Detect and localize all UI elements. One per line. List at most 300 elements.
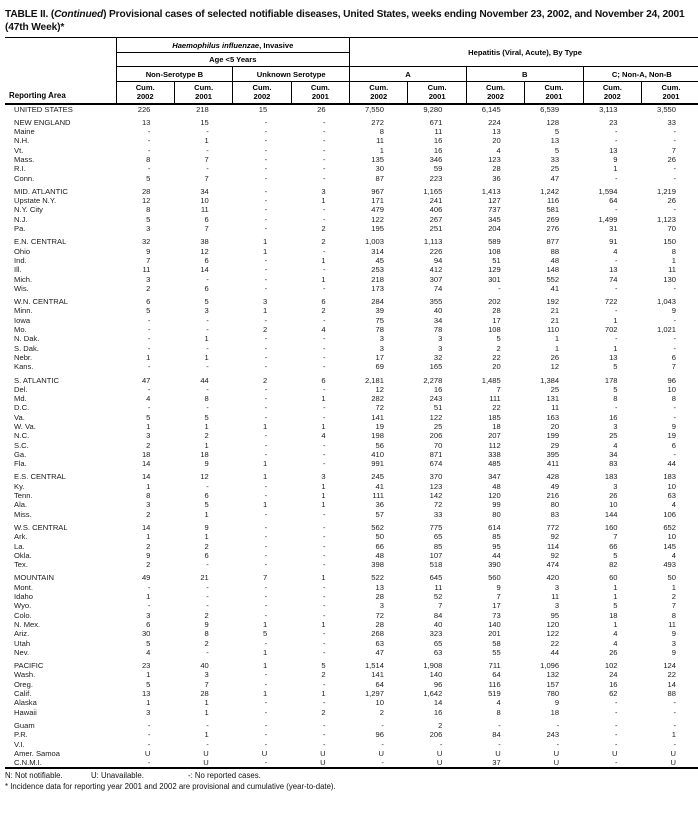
value-cell: 48	[550, 255, 560, 265]
value-cell: 15	[258, 104, 268, 114]
value-cell: 2	[321, 237, 326, 247]
value-cell: 122	[429, 412, 443, 422]
table-row	[5, 721, 698, 730]
value-cell: 198	[371, 431, 384, 441]
value-cell: 282	[371, 394, 384, 404]
value-cell: 8	[671, 246, 676, 256]
value-cell: -	[264, 582, 268, 592]
value-cell: 39	[375, 306, 384, 316]
value-cell: -	[264, 384, 268, 394]
value-cell: 7	[204, 173, 209, 183]
value-cell: 24	[609, 670, 618, 680]
value-cell: -	[264, 592, 268, 602]
value-cell: 5	[262, 629, 268, 639]
value-cell: 69	[375, 362, 384, 372]
value-cell: -	[264, 550, 268, 560]
value-cell: 4	[321, 325, 326, 335]
value-cell: 25	[433, 422, 443, 431]
value-cell: -	[264, 560, 268, 570]
value-cell: U	[378, 748, 384, 758]
value-cell: 1	[613, 592, 618, 602]
value-cell: 12	[141, 196, 151, 206]
table-row	[5, 265, 698, 274]
value-cell: -	[206, 739, 209, 749]
value-cell: 16	[433, 145, 443, 155]
value-cell: 58	[492, 638, 501, 648]
value-cell: 72	[375, 403, 384, 413]
value-cell: 16	[609, 679, 618, 689]
value-cell: -	[264, 449, 268, 459]
col-group-non-serotype-b: Non-Serotype B	[116, 67, 233, 82]
value-cell: -	[323, 739, 326, 749]
value-cell: 11	[668, 619, 676, 629]
value-cell: 2	[496, 343, 501, 353]
value-cell: 877	[546, 237, 560, 247]
value-cell: 1,594	[598, 186, 618, 196]
value-cell: 50	[667, 573, 676, 583]
value-cell: 26	[550, 352, 560, 362]
table-row	[5, 601, 698, 610]
value-cell: -	[264, 224, 268, 234]
value-cell: 3	[613, 481, 618, 491]
reporting-area-cell: D.C.	[14, 403, 30, 413]
value-cell: -	[147, 720, 151, 730]
reporting-area-cell: NEW ENGLAND	[14, 117, 71, 127]
value-cell: 411	[547, 459, 560, 469]
value-cell: -	[673, 173, 676, 183]
value-cell: 1	[204, 509, 209, 519]
value-cell: 6	[204, 283, 209, 293]
value-cell: 2	[204, 431, 209, 441]
value-cell: -	[206, 601, 209, 611]
value-cell: 2	[438, 720, 443, 730]
value-cell: 1,003	[364, 237, 384, 247]
value-cell: -	[323, 440, 326, 450]
value-cell: 130	[663, 274, 676, 284]
reporting-area-cell: Fla.	[14, 459, 27, 469]
value-cell: 83	[550, 509, 560, 519]
value-cell: -	[381, 720, 384, 730]
value-cell: -	[556, 720, 560, 730]
value-cell: 645	[429, 573, 443, 583]
table-row	[5, 297, 698, 306]
value-cell: 132	[546, 670, 560, 680]
reporting-area-cell: Mo.	[14, 325, 27, 335]
value-cell: -	[264, 145, 268, 155]
value-cell: 1	[321, 491, 326, 501]
value-cell: 338	[488, 449, 501, 459]
value-cell: 64	[375, 679, 384, 689]
value-cell: 2	[671, 592, 676, 602]
value-cell: -	[264, 739, 268, 749]
value-cell: -	[206, 315, 209, 325]
col-header-cum-2001: Cum. 2001	[525, 82, 583, 104]
value-cell: -	[264, 758, 268, 768]
table-row	[5, 196, 698, 205]
value-cell: -	[323, 384, 326, 394]
value-cell: 63	[433, 647, 443, 657]
value-cell: 17	[375, 352, 384, 362]
value-cell: -	[498, 283, 501, 293]
value-cell: 7	[438, 601, 443, 611]
value-cell: 5	[204, 412, 209, 422]
value-cell: -	[614, 255, 618, 265]
value-cell: 6	[671, 352, 676, 362]
table-row	[5, 551, 698, 560]
value-cell: 560	[488, 573, 501, 583]
table-row	[5, 708, 698, 717]
table-row	[5, 500, 698, 509]
value-cell: 21	[550, 306, 560, 316]
value-cell: 145	[663, 541, 676, 551]
reporting-area-cell: C.N.M.I.	[14, 758, 42, 768]
value-cell: 34	[609, 449, 618, 459]
value-cell: 518	[429, 560, 443, 570]
reporting-area-cell: R.I.	[14, 164, 26, 174]
value-cell: 40	[433, 619, 443, 629]
table-row	[5, 431, 698, 440]
value-cell: 141	[371, 412, 384, 422]
value-cell: 552	[546, 274, 560, 284]
value-cell: 395	[546, 449, 560, 459]
value-cell: 178	[604, 375, 618, 385]
value-cell: 47	[550, 173, 560, 183]
value-cell: 148	[546, 265, 560, 275]
value-cell: 44	[550, 647, 560, 657]
value-cell: -	[323, 283, 326, 293]
value-cell: 9	[204, 522, 209, 532]
value-cell: -	[323, 145, 326, 155]
value-cell: -	[206, 647, 209, 657]
value-cell: 30	[375, 164, 384, 174]
value-cell: 157	[546, 679, 560, 689]
value-cell: 245	[371, 472, 384, 482]
value-cell: -	[323, 127, 326, 137]
value-cell: 15	[200, 117, 209, 127]
value-cell: 4	[146, 647, 151, 657]
reporting-area-cell: Ky.	[14, 481, 25, 491]
value-cell: 131	[546, 394, 560, 404]
value-cell: -	[614, 739, 618, 749]
table-row	[5, 146, 698, 155]
value-cell: 7,550	[364, 104, 384, 114]
value-cell: 6	[146, 619, 151, 629]
value-cell: -	[614, 758, 618, 768]
value-cell: 91	[609, 237, 618, 247]
value-cell: 3	[379, 601, 384, 611]
value-cell: 1	[204, 136, 209, 146]
value-cell: -	[147, 582, 151, 592]
value-cell: 17	[492, 601, 501, 611]
value-cell: 60	[609, 573, 618, 583]
value-cell: 479	[371, 205, 384, 215]
title-part1: TABLE II. (	[5, 9, 55, 20]
value-cell: -	[264, 154, 268, 164]
reporting-area-cell: Pa.	[14, 224, 26, 234]
value-cell: 3	[554, 601, 560, 611]
value-cell: 8	[146, 491, 151, 501]
value-cell: 9	[671, 422, 676, 431]
value-cell: 18	[141, 449, 151, 459]
value-cell: -	[614, 698, 618, 708]
value-cell: -	[264, 186, 268, 196]
value-cell: 412	[429, 265, 443, 275]
value-cell: 671	[429, 117, 443, 127]
value-cell: 4	[496, 698, 501, 708]
value-cell: 22	[492, 352, 501, 362]
value-cell: 23	[609, 117, 618, 127]
value-cell: -	[614, 173, 618, 183]
value-cell: 13	[609, 145, 618, 155]
value-cell: 2	[321, 224, 326, 234]
value-cell: -	[323, 412, 326, 422]
value-cell: -	[614, 283, 618, 293]
reporting-area-cell: N.J.	[14, 214, 28, 224]
value-cell: 25	[550, 384, 560, 394]
value-cell: 323	[429, 629, 443, 639]
value-cell: 9	[613, 154, 618, 164]
value-cell: 1	[321, 255, 326, 265]
value-cell: 122	[546, 629, 560, 639]
value-cell: 40	[200, 661, 209, 671]
value-cell: 702	[604, 325, 618, 335]
table-row	[5, 670, 698, 679]
value-cell: 85	[433, 541, 443, 551]
value-cell: 13	[609, 265, 618, 275]
value-cell: 20	[492, 362, 501, 372]
value-cell: 6	[321, 375, 326, 385]
reporting-area-cell: Calif.	[14, 689, 32, 699]
footnote-unavailable: U: Unavailable.	[91, 771, 144, 781]
value-cell: U	[670, 758, 676, 768]
value-cell: 33	[433, 509, 443, 519]
value-cell: -	[264, 440, 268, 450]
value-cell: -	[264, 334, 268, 344]
value-cell: 144	[604, 509, 618, 519]
value-cell: 223	[429, 173, 443, 183]
value-cell: 13	[141, 689, 151, 699]
value-cell: 1,499	[598, 214, 618, 224]
table-row	[5, 284, 698, 293]
value-cell: 122	[371, 214, 384, 224]
value-cell: U	[203, 758, 209, 768]
value-cell: 20	[492, 136, 501, 146]
value-cell: 7	[496, 384, 501, 394]
reporting-area-cell: Amer. Samoa	[14, 748, 61, 758]
value-cell: -	[673, 315, 676, 325]
value-cell: 1	[613, 164, 618, 174]
value-cell: -	[323, 362, 326, 372]
value-cell: 62	[609, 689, 618, 699]
reporting-area-cell: Oreg.	[14, 679, 33, 689]
reporting-area-cell: Conn.	[14, 173, 35, 183]
value-cell: 3	[321, 186, 326, 196]
value-cell: U	[203, 748, 209, 758]
value-cell: 10	[609, 500, 618, 510]
value-cell: 581	[546, 205, 560, 215]
value-cell: 871	[429, 449, 443, 459]
value-cell: 3	[204, 306, 209, 316]
value-cell: 20	[550, 422, 560, 431]
table-row	[5, 362, 698, 371]
reporting-area-cell: N.H.	[14, 136, 30, 146]
col-group-hepatitis-c: C; Non-A, Non-B	[583, 67, 698, 82]
value-cell: 1	[262, 237, 268, 247]
value-cell: 614	[488, 522, 501, 532]
value-cell: 19	[375, 422, 384, 431]
value-cell: 1	[204, 352, 209, 362]
value-cell: 92	[550, 532, 560, 542]
value-cell: -	[264, 352, 268, 362]
value-cell: -	[147, 334, 151, 344]
value-cell: 2	[146, 283, 151, 293]
value-cell: 51	[492, 255, 501, 265]
value-cell: 128	[546, 117, 560, 127]
value-cell: 111	[372, 491, 384, 501]
value-cell: 21	[550, 315, 560, 325]
value-cell: U	[436, 758, 443, 768]
value-cell: 14	[667, 679, 676, 689]
value-cell: 1,021	[656, 325, 676, 335]
value-cell: U	[612, 748, 618, 758]
reporting-area-cell: Md.	[14, 394, 27, 404]
reporting-area-cell: Hawaii	[14, 707, 37, 717]
reporting-area-cell: N. Dak.	[14, 334, 40, 344]
value-cell: 9	[496, 582, 501, 592]
value-cell: 13	[609, 352, 618, 362]
value-cell: 7	[204, 679, 209, 689]
value-cell: 48	[375, 550, 384, 560]
value-cell: -	[323, 698, 326, 708]
value-cell: 9	[204, 619, 209, 629]
value-cell: 226	[137, 104, 151, 114]
value-cell: -	[206, 127, 209, 137]
value-cell: -	[264, 481, 268, 491]
reporting-area-cell: Nebr.	[14, 352, 33, 362]
table-row	[5, 661, 698, 670]
value-cell: -	[498, 739, 501, 749]
value-cell: 253	[371, 265, 384, 275]
value-cell: 51	[433, 403, 443, 413]
table-row	[5, 639, 698, 648]
value-cell: 267	[429, 214, 443, 224]
table-row	[5, 247, 698, 256]
value-cell: 3	[146, 431, 151, 441]
value-cell: -	[264, 730, 268, 740]
table-row	[5, 648, 698, 657]
value-cell: -	[264, 315, 268, 325]
value-cell: -	[264, 164, 268, 174]
value-cell: 116	[488, 679, 501, 689]
value-cell: 85	[492, 532, 501, 542]
value-cell: 123	[488, 154, 501, 164]
reporting-area-cell: Idaho	[14, 592, 34, 602]
value-cell: 243	[429, 394, 443, 404]
value-cell: 202	[488, 297, 501, 307]
value-cell: 10	[667, 384, 676, 394]
value-cell: 11	[376, 136, 384, 146]
value-cell: 12	[375, 384, 384, 394]
reporting-area-cell: Guam	[14, 720, 35, 730]
value-cell: 12	[550, 362, 560, 372]
value-cell: 7	[613, 532, 618, 542]
footnote-no-reported-cases: -: No reported cases.	[188, 771, 261, 781]
value-cell: 36	[492, 173, 501, 183]
value-cell: U	[320, 758, 326, 768]
value-cell: 226	[429, 246, 443, 256]
table-header	[5, 38, 698, 104]
value-cell: 45	[375, 255, 384, 265]
reporting-area-cell: P.R.	[14, 730, 28, 740]
value-cell: 123	[429, 481, 443, 491]
reporting-area-cell: Ill.	[14, 265, 22, 275]
reporting-area-cell: W. Va.	[14, 422, 36, 431]
reporting-area-cell: Ind.	[14, 255, 27, 265]
value-cell: 163	[546, 412, 560, 422]
reporting-area-cell: PACIFIC	[14, 661, 44, 671]
value-cell: 40	[433, 306, 443, 316]
reporting-area-cell: La.	[14, 541, 25, 551]
value-cell: 107	[429, 550, 443, 560]
value-cell: 2,278	[423, 375, 443, 385]
reporting-area-cell: MID. ATLANTIC	[14, 186, 68, 196]
value-cell: 11	[551, 592, 560, 602]
value-cell: 26	[667, 196, 676, 206]
value-cell: 268	[371, 629, 384, 639]
col-header-cum-2001: Cum. 2001	[291, 82, 349, 104]
value-cell: 1	[613, 582, 618, 592]
value-cell: U	[144, 748, 151, 758]
value-cell: -	[323, 560, 326, 570]
value-cell: -	[673, 127, 676, 137]
value-cell: -	[264, 509, 268, 519]
value-cell: 6	[204, 491, 209, 501]
table-row	[5, 698, 698, 707]
value-cell: -	[673, 283, 676, 293]
value-cell: -	[206, 145, 209, 155]
table-row	[5, 256, 698, 265]
reporting-area-cell: Nev.	[14, 647, 30, 657]
value-cell: 218	[371, 274, 384, 284]
value-cell: 1	[204, 698, 209, 708]
value-cell: 88	[667, 689, 676, 699]
value-cell: 5	[613, 384, 618, 394]
reporting-area-cell: N.C.	[14, 431, 30, 441]
value-cell: 28	[492, 164, 501, 174]
value-cell: 6	[204, 550, 209, 560]
value-cell: 1	[671, 255, 676, 265]
table-row	[5, 510, 698, 519]
value-cell: 41	[550, 283, 560, 293]
value-cell: -	[323, 154, 326, 164]
value-cell: 1	[262, 689, 268, 699]
value-cell: U	[261, 748, 268, 758]
value-cell: -	[614, 707, 618, 717]
value-cell: -	[147, 136, 151, 146]
reporting-area-cell: Ala.	[14, 500, 28, 510]
value-cell: 25	[550, 164, 560, 174]
reporting-area-cell: Ariz.	[14, 629, 30, 639]
value-cell: -	[206, 362, 209, 372]
value-cell: 129	[488, 265, 501, 275]
value-cell: -	[614, 306, 618, 316]
value-cell: 41	[375, 481, 384, 491]
value-cell: -	[323, 720, 326, 730]
col-header-cum-2002: Cum. 2002	[466, 82, 524, 104]
value-cell: 8	[146, 154, 151, 164]
value-cell: 1,413	[481, 186, 501, 196]
value-cell: 64	[492, 670, 501, 680]
